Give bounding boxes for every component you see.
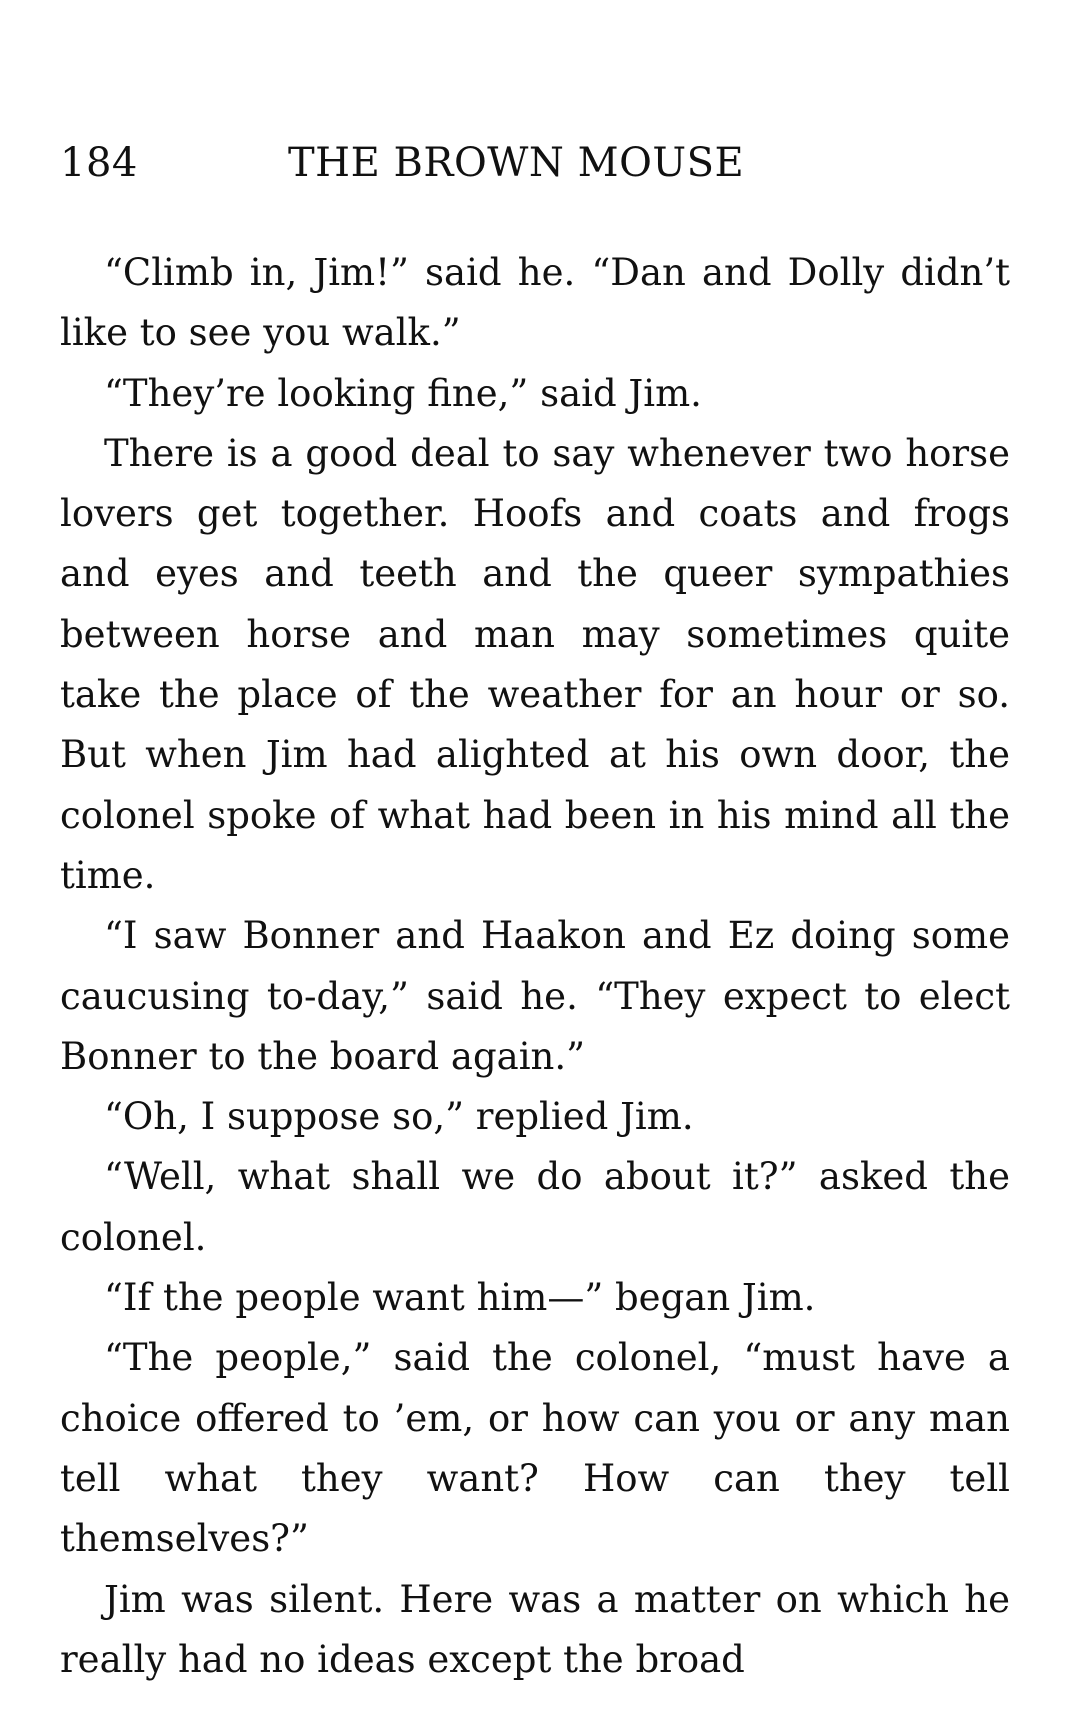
paragraph-caucusing: “I saw Bonner and Haakon and Ez doing some caucusing to-day,” said he. “They expect to elect Bonner to the board again.” <box>60 914 1010 1078</box>
paragraph-looking-fine: “They’re looking fine,” said Jim. <box>104 371 702 415</box>
running-title: THE BROWN MOUSE <box>288 140 745 186</box>
paragraph-if-the-people: “If the people want him—” began Jim. <box>104 1276 816 1320</box>
paragraph-what-shall-we-do: “Well, what shall we do about it?” asked the colonel. <box>60 1155 1010 1259</box>
running-head <box>60 138 1010 188</box>
page-number: 184 <box>60 140 138 186</box>
paragraph-horse-lovers: There is a good deal to say whenever two horse lovers get together. Hoofs and coats and frogs and eyes and teeth and the queer sympathies between horse and man may sometimes quite take the place of the weather for an hour or so. But when Jim had alighted at his own door, the colonel spoke of what had been in his mind all the time. <box>60 431 1010 897</box>
paragraph-jim-silent: Jim was silent. Here was a matter on which he really had no ideas except the broad <box>60 1577 1010 1681</box>
paragraph-choice-offered: “The people,” said the colonel, “must have a choice offered to ’em, or how can you or any man tell what they want? How can they tell themselves?” <box>60 1336 1010 1561</box>
paragraph-suppose-so: “Oh, I suppose so,” replied Jim. <box>104 1095 694 1139</box>
body-text <box>60 243 1010 1690</box>
paragraph-climb-in: “Climb in, Jim!” said he. “Dan and Dolly didn’t like to see you walk.” <box>60 251 1010 355</box>
